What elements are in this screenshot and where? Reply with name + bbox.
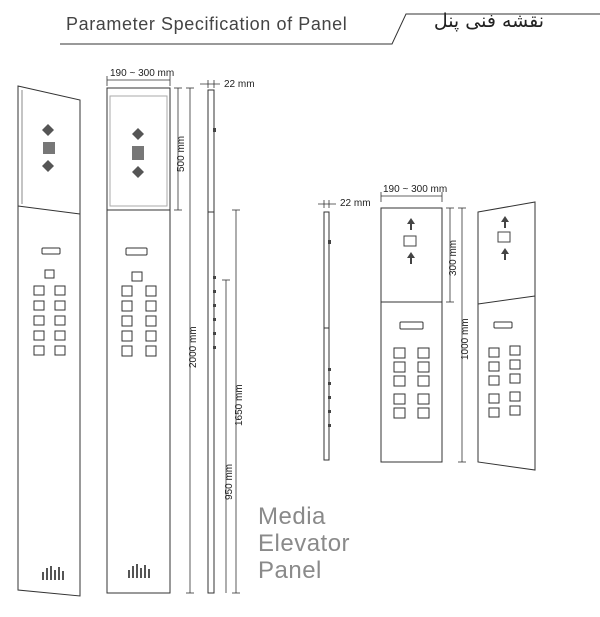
header-title-english: Parameter Specification of Panel [66, 14, 348, 34]
brand-line-3: Panel [258, 557, 322, 584]
brand-caption [258, 503, 350, 584]
tall-display-height-label: 500 mm [176, 135, 187, 172]
tall-panel-side [208, 90, 216, 593]
short-display-height-label: 300 mm [448, 239, 459, 276]
tall-total-height-label: 2000 mm [188, 326, 199, 368]
short-panel-side [324, 212, 331, 460]
tall-panel-perspective [18, 86, 80, 596]
tall-lower-height-label: 950 mm [224, 463, 235, 500]
tall-front-display [132, 128, 144, 178]
short-width-label: 190 ~ 300 mm [383, 184, 448, 195]
header-title-persian: نقشه فنی پنل [433, 10, 544, 32]
short-depth-label: 22 mm [340, 198, 371, 209]
short-panel-front [381, 208, 442, 462]
tall-panel-front [107, 88, 170, 593]
tall-width-label: 190 ~ 300 mm [110, 68, 175, 79]
tall-depth-label: 22 mm [224, 79, 255, 90]
brand-line-2: Elevator [258, 530, 351, 557]
brand-line-1: Media [258, 503, 326, 530]
header-divider [60, 14, 600, 44]
short-total-height-label: 1000 mm [460, 318, 471, 360]
short-panel-perspective [478, 202, 535, 470]
tall-upper-height-label: 1650 mm [234, 384, 245, 426]
